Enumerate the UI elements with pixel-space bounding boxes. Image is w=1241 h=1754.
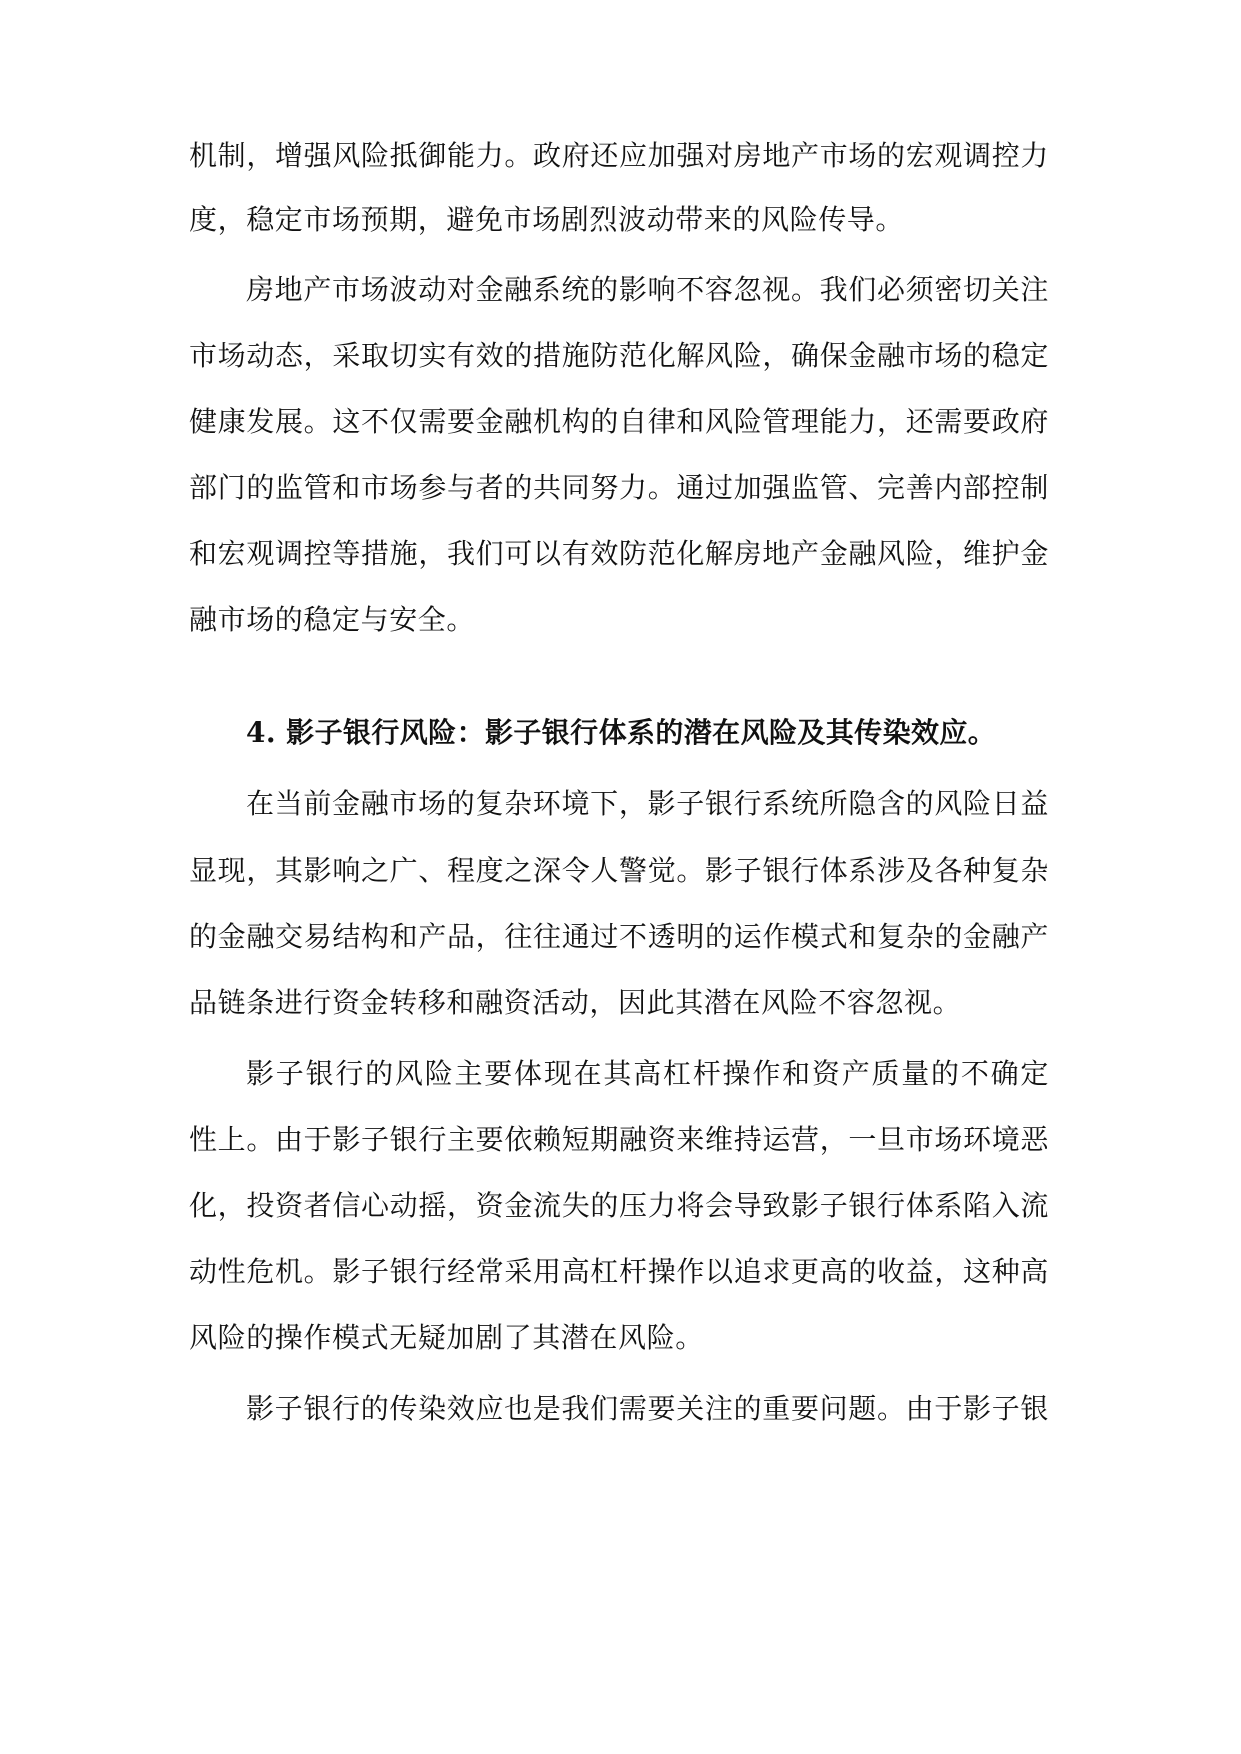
section-heading: 4. 影子银行风险：影子银行体系的潜在风险及其传染效应。 [246,716,997,749]
paragraph-line: 机制，增强风险抵御能力。政府还应加强对房地产市场的宏观调控力 [189,139,1049,172]
paragraph-line: 度，稳定市场预期，避免市场剧烈波动带来的风险传导。 [189,203,905,236]
paragraph-line: 的金融交易结构和产品，往往通过不透明的运作模式和复杂的金融产 [189,920,1049,953]
paragraph-line: 品链条进行资金转移和融资活动，因此其潜在风险不容忽视。 [189,986,962,1019]
paragraph-line: 在当前金融市场的复杂环境下，影子银行系统所隐含的风险日益 [246,787,1049,820]
paragraph-line: 健康发展。这不仅需要金融机构的自律和风险管理能力，还需要政府 [189,405,1049,438]
paragraph-line: 动性危机。影子银行经常采用高杠杆操作以追求更高的收益，这种高 [189,1255,1049,1288]
paragraph-line: 影子银行的传染效应也是我们需要关注的重要问题。由于影子银 [246,1392,1049,1425]
paragraph-line: 房地产市场波动对金融系统的影响不容忽视。我们必须密切关注 [246,273,1049,306]
paragraph-line: 性上。由于影子银行主要依赖短期融资来维持运营，一旦市场环境恶 [189,1123,1049,1156]
paragraph-line: 和宏观调控等措施，我们可以有效防范化解房地产金融风险，维护金 [189,537,1049,570]
paragraph-line: 融市场的稳定与安全。 [189,603,476,636]
paragraph-line: 部门的监管和市场参与者的共同努力。通过加强监管、完善内部控制 [189,471,1049,504]
paragraph-line: 显现，其影响之广、程度之深令人警觉。影子银行体系涉及各种复杂 [189,854,1049,887]
paragraph-line: 影子银行的风险主要体现在其高杠杆操作和资产质量的不确定 [246,1057,1049,1090]
paragraph-line: 化，投资者信心动摇，资金流失的压力将会导致影子银行体系陷入流 [189,1189,1049,1222]
paragraph-line: 市场动态，采取切实有效的措施防范化解风险，确保金融市场的稳定 [189,339,1049,372]
paragraph-line: 风险的操作模式无疑加剧了其潜在风险。 [189,1321,704,1354]
